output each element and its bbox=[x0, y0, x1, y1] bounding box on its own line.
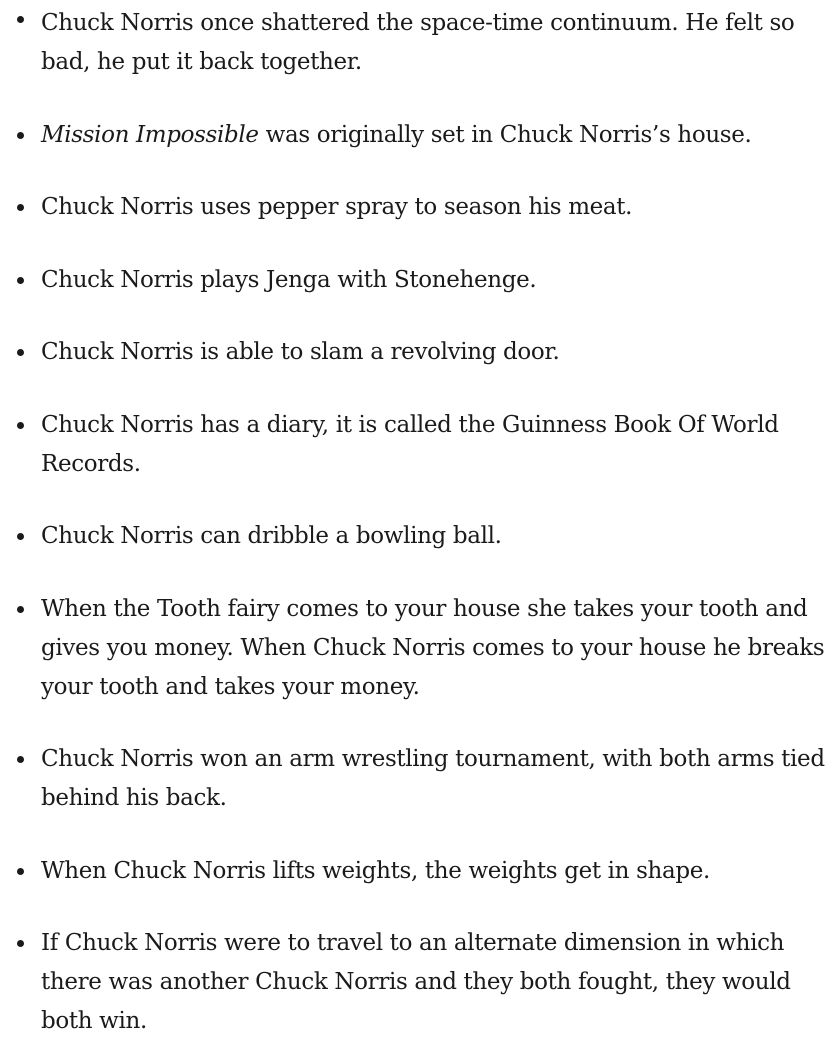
joke-text: When the Tooth fairy comes to your house she takes your tooth and gives you money. When Chuck Norris comes to your house he breaks your tooth and takes your money. bbox=[41, 595, 825, 700]
list-item bbox=[0, 740, 836, 818]
joke-text: Chuck Norris uses pepper spray to season his meat. bbox=[41, 194, 633, 220]
joke-text-rest: was originally set in Chuck Norris’s house. bbox=[258, 121, 752, 148]
bullet-icon bbox=[17, 277, 24, 284]
bullet-icon bbox=[17, 349, 24, 356]
list-item bbox=[0, 924, 836, 1041]
list-item bbox=[0, 0, 836, 82]
joke-text: Chuck Norris once shattered the space-time continuum. He felt so bad, he put it back together. bbox=[41, 10, 795, 75]
list-item bbox=[0, 517, 836, 556]
joke-text: Chuck Norris is able to slam a revolving door. bbox=[41, 339, 560, 365]
joke-text: If Chuck Norris were to travel to an alternate dimension in which there was another Chuck Norris and they both fought, they would both win. bbox=[41, 930, 791, 1034]
bullet-icon bbox=[17, 422, 24, 429]
bullet-icon bbox=[17, 204, 24, 211]
list-item bbox=[0, 116, 836, 155]
joke-text: When Chuck Norris lifts weights, the weights get in shape. bbox=[41, 857, 710, 884]
joke-text bbox=[41, 122, 751, 148]
bullet-icon bbox=[17, 940, 24, 947]
bullet-icon bbox=[17, 606, 24, 613]
joke-text: Chuck Norris has a diary, it is called the Guinness Book Of World Records. bbox=[41, 411, 779, 477]
bullet-icon bbox=[17, 16, 24, 23]
list-item bbox=[0, 188, 836, 227]
bullet-icon bbox=[17, 533, 24, 540]
list-item bbox=[0, 406, 836, 484]
list-item bbox=[0, 590, 836, 707]
list-item bbox=[0, 333, 836, 372]
bullet-icon bbox=[17, 132, 24, 139]
joke-text: Chuck Norris won an arm wrestling tournament, with both arms tied behind his back. bbox=[41, 746, 825, 811]
bullet-icon bbox=[17, 868, 24, 875]
movie-title-emphasis: Mission Impossible bbox=[41, 121, 259, 148]
joke-text: Chuck Norris plays Jenga with Stonehenge. bbox=[41, 266, 537, 293]
joke-text: Chuck Norris can dribble a bowling ball. bbox=[41, 523, 502, 549]
list-item bbox=[0, 852, 836, 891]
bullet-icon bbox=[17, 756, 24, 763]
list-item bbox=[0, 261, 836, 300]
